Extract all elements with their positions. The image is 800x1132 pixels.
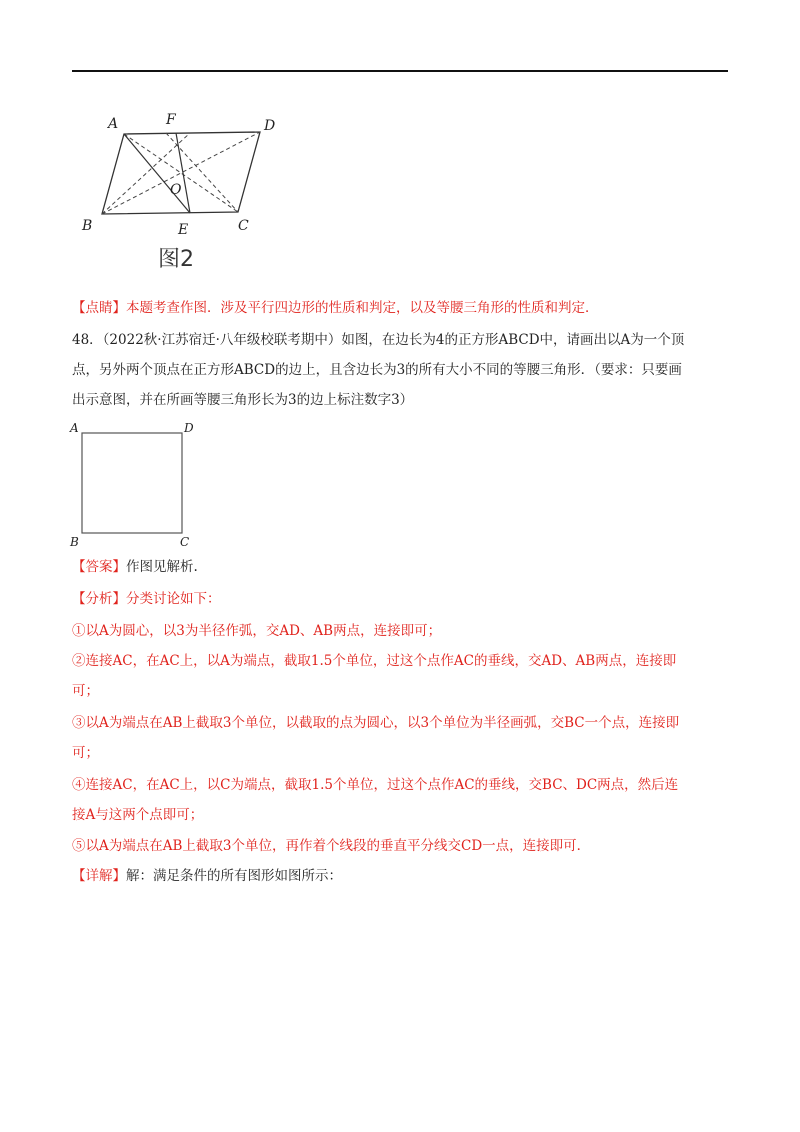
label-o: O [170,182,182,198]
analysis-item-3-cont: 可； [72,745,99,761]
label-a: A [108,116,119,132]
analysis-item-5: ⑤以A为端点在AB上截取3个单位，再作着个线段的垂直平分线交CD一点，连接即可． [72,838,591,854]
header-rule [72,70,728,72]
label-b: B [82,218,93,234]
analysis-tag: 【分析】 [72,591,126,607]
answer-line [72,557,198,577]
detail-text: 解：满足条件的所有图形如图所示： [126,868,342,884]
analysis-line [72,589,221,609]
answer-text: 作图见解析. [126,559,198,575]
label-c: C [238,218,249,234]
analysis-item-2: ②连接AC，在AC上，以A为端点，截取1.5个单位，过这个点作AC的垂线，交AD、AB两点，连接即 [72,653,677,669]
analysis-item-4: ④连接AC，在AC上，以C为端点，截取1.5个单位，过这个点作AC的垂线，交BC、DC两点，然后连 [72,777,679,793]
analysis-item-1: ①以A为圆心，以3为半径作弧，交AD、AB两点，连接即可； [72,623,442,639]
square-figure [70,420,210,550]
question-line-3: 出示意图，并在所画等腰三角形长为3的边上标注数字3） [72,392,414,408]
detail-line [72,866,342,886]
label-b: B [70,535,79,549]
label-e: E [178,222,189,238]
note-line [72,298,599,318]
note-text: 本题考查作图．涉及平行四边形的性质和判定，以及等腰三角形的性质和判定． [126,300,599,316]
note-tag: 【点睛】 [72,300,126,316]
analysis-item-4-cont: 接A与这两个点即可； [72,807,204,823]
label-a: A [70,421,79,435]
segment-fe [176,133,190,213]
parallelogram-figure [70,100,310,280]
label-c: C [180,535,190,549]
analysis-text: 分类讨论如下： [126,591,221,607]
label-d: D [184,421,194,435]
analysis-item-2-cont: 可； [72,683,99,699]
segment-fc [166,133,238,212]
answer-tag: 【答案】 [72,559,126,575]
figure-caption: 图2 [158,247,194,272]
label-f: F [166,112,176,128]
detail-tag: 【详解】 [72,868,126,884]
square-outline [82,433,182,533]
diagonal-ac [124,134,238,212]
question-line-1: 48．（2022秋·江苏宿迁·八年级校联考期中）如图，在边长为4的正方形ABCD中，请画出以A为一个顶 [72,332,685,348]
label-d: D [264,118,276,134]
question-line-2: 点，另外两个顶点在正方形ABCD的边上，且含边长为3的所有大小不同的等腰三角形．（要求：只要画 [72,362,682,378]
analysis-item-3: ③以A为端点在AB上截取3个单位，以截取的点为圆心，以3个单位为半径画弧，交BC一个点，连接即 [72,715,680,731]
